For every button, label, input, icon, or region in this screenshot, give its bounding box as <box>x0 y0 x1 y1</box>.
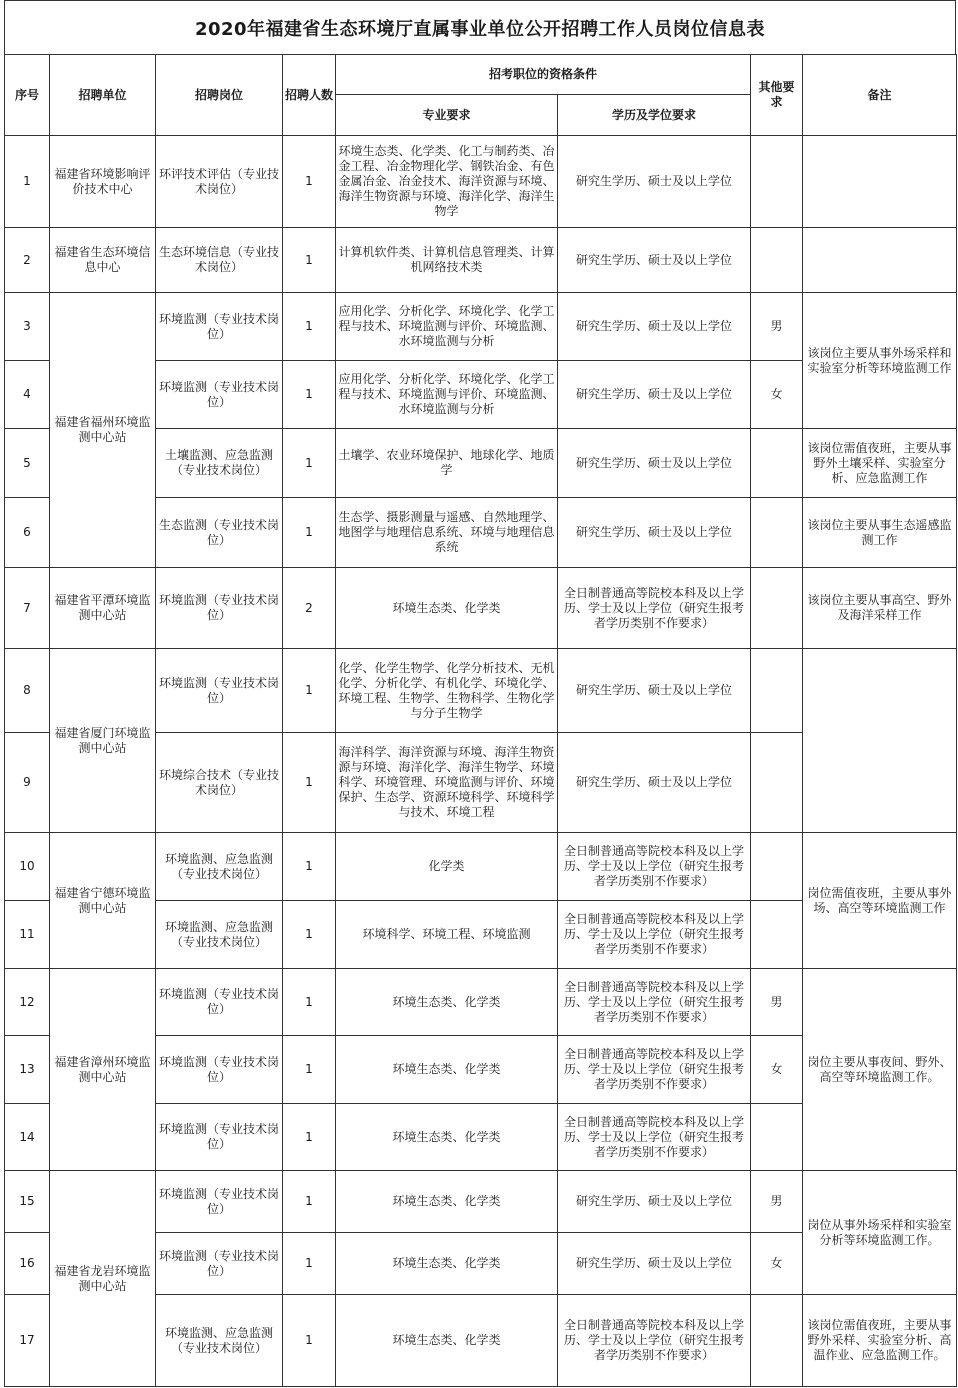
header-row <box>5 55 957 95</box>
cell-post: 生态环境信息（专业技术岗位） <box>156 228 283 293</box>
cell-count: 1 <box>283 136 336 228</box>
cell-no: 9 <box>5 733 50 833</box>
cell-major: 计算机软件类、计算机信息管理类、计算机网络技术类 <box>336 228 558 293</box>
cell-other <box>751 1104 803 1171</box>
cell-major: 环境生态类、化学类 <box>336 969 558 1036</box>
header-remark: 备注 <box>803 55 957 136</box>
cell-major: 环境生态类、化学类 <box>336 568 558 649</box>
header-post: 招聘岗位 <box>156 55 283 136</box>
cell-remark: 岗位需值夜班，主要从事外场、高空等环境监测工作 <box>803 833 957 969</box>
cell-unit: 福建省环境影响评价技术中心 <box>50 136 156 228</box>
cell-edu: 全日制普通高等院校本科及以上学历、学士及以上学位（研究生报考者学历类别不作要求） <box>558 969 751 1036</box>
cell-other <box>751 649 803 733</box>
header-qualifications: 招考职位的资格条件 <box>336 55 751 95</box>
cell-edu: 全日制普通高等院校本科及以上学历、学士及以上学位（研究生报考者学历类别不作要求） <box>558 1295 751 1387</box>
cell-count: 1 <box>283 733 336 833</box>
cell-edu: 研究生学历、硕士及以上学位 <box>558 228 751 293</box>
cell-post: 环境监测（专业技术岗位） <box>156 1104 283 1171</box>
cell-edu: 研究生学历、硕士及以上学位 <box>558 293 751 361</box>
cell-edu: 研究生学历、硕士及以上学位 <box>558 1171 751 1233</box>
cell-unit: 福建省漳州环境监测中心站 <box>50 969 156 1171</box>
cell-count: 1 <box>283 833 336 901</box>
table-row <box>5 1171 957 1233</box>
cell-count: 1 <box>283 361 336 429</box>
cell-remark: 该岗位主要从事外场采样和实验室分析等环境监测工作 <box>803 293 957 429</box>
cell-edu: 研究生学历、硕士及以上学位 <box>558 649 751 733</box>
cell-remark <box>803 228 957 293</box>
cell-no: 7 <box>5 568 50 649</box>
cell-major: 化学类 <box>336 833 558 901</box>
cell-major: 化学、化学生物学、化学分析技术、无机化学、分析化学、有机化学、环境化学、环境工程、生物学、生物科学、生物化学与分子生物学 <box>336 649 558 733</box>
cell-other <box>751 833 803 901</box>
header-other: 其他要求 <box>751 55 803 136</box>
cell-major: 环境生态类、化学类 <box>336 1171 558 1233</box>
cell-other <box>751 498 803 568</box>
cell-major: 环境生态类、化学类 <box>336 1036 558 1104</box>
table-row <box>5 649 957 733</box>
cell-count: 1 <box>283 1036 336 1104</box>
table-row <box>5 293 957 361</box>
cell-post: 环境监测（专业技术岗位） <box>156 568 283 649</box>
cell-count: 1 <box>283 1295 336 1387</box>
table-row <box>5 969 957 1036</box>
cell-edu: 研究生学历、硕士及以上学位 <box>558 361 751 429</box>
cell-post: 环境监测（专业技术岗位） <box>156 361 283 429</box>
cell-no: 13 <box>5 1036 50 1104</box>
header-edu: 学历及学位要求 <box>558 95 751 136</box>
cell-remark: 该岗位需值夜班，主要从事野外采样、实验室分析、高温作业、应急监测工作。 <box>803 1295 957 1387</box>
cell-no: 14 <box>5 1104 50 1171</box>
cell-other <box>751 429 803 498</box>
cell-other: 男 <box>751 1171 803 1233</box>
cell-post: 环评技术评估（专业技术岗位） <box>156 136 283 228</box>
cell-post: 环境监测（专业技术岗位） <box>156 1171 283 1233</box>
cell-edu: 全日制普通高等院校本科及以上学历、学士及以上学位（研究生报考者学历类别不作要求） <box>558 1036 751 1104</box>
cell-no: 17 <box>5 1295 50 1387</box>
cell-no: 3 <box>5 293 50 361</box>
cell-edu: 研究生学历、硕士及以上学位 <box>558 1233 751 1295</box>
cell-remark <box>803 136 957 228</box>
cell-count: 1 <box>283 228 336 293</box>
cell-count: 1 <box>283 1233 336 1295</box>
cell-other <box>751 901 803 969</box>
table-row <box>5 833 957 901</box>
cell-major: 生态学、摄影测量与遥感、自然地理学、地图学与地理信息系统、环境与地理信息系统 <box>336 498 558 568</box>
cell-edu: 研究生学历、硕士及以上学位 <box>558 429 751 498</box>
cell-other <box>751 228 803 293</box>
cell-unit: 福建省龙岩环境监测中心站 <box>50 1171 156 1387</box>
cell-edu: 全日制普通高等院校本科及以上学历、学士及以上学位（研究生报考者学历类别不作要求） <box>558 568 751 649</box>
cell-post: 生态监测（专业技术岗位） <box>156 498 283 568</box>
cell-count: 1 <box>283 1171 336 1233</box>
cell-no: 10 <box>5 833 50 901</box>
cell-major: 环境生态类、化学类、化工与制药类、冶金工程、冶金物理化学、钢铁冶金、有色金属冶金、冶金技术、海洋资源与环境、海洋生物资源与环境、海洋化学、海洋生物学 <box>336 136 558 228</box>
cell-post: 环境监测（专业技术岗位） <box>156 649 283 733</box>
cell-post: 环境监测（专业技术岗位） <box>156 293 283 361</box>
cell-edu: 全日制普通高等院校本科及以上学历、学士及以上学位（研究生报考者学历类别不作要求） <box>558 901 751 969</box>
cell-count: 1 <box>283 429 336 498</box>
cell-no: 2 <box>5 228 50 293</box>
cell-edu: 全日制普通高等院校本科及以上学历、学士及以上学位（研究生报考者学历类别不作要求） <box>558 833 751 901</box>
cell-other <box>751 568 803 649</box>
cell-count: 1 <box>283 901 336 969</box>
cell-count: 2 <box>283 568 336 649</box>
cell-major: 环境生态类、化学类 <box>336 1233 558 1295</box>
cell-remark: 岗位从事外场采样和实验室分析等环境监测工作。 <box>803 1171 957 1295</box>
cell-remark: 该岗位主要从事高空、野外及海洋采样工作 <box>803 568 957 649</box>
cell-major: 土壤学、农业环境保护、地球化学、地质学 <box>336 429 558 498</box>
cell-count: 1 <box>283 1104 336 1171</box>
cell-no: 15 <box>5 1171 50 1233</box>
cell-other <box>751 136 803 228</box>
cell-post: 环境监测、应急监测（专业技术岗位） <box>156 833 283 901</box>
cell-major: 环境生态类、化学类 <box>336 1295 558 1387</box>
cell-edu: 研究生学历、硕士及以上学位 <box>558 498 751 568</box>
cell-no: 11 <box>5 901 50 969</box>
cell-remark <box>803 649 957 833</box>
cell-other: 女 <box>751 1036 803 1104</box>
cell-unit: 福建省生态环境信息中心 <box>50 228 156 293</box>
cell-unit: 福建省厦门环境监测中心站 <box>50 649 156 833</box>
cell-post: 环境综合技术（专业技术岗位） <box>156 733 283 833</box>
cell-major: 应用化学、分析化学、环境化学、化学工程与技术、环境监测与评价、环境监测、水环境监测与分析 <box>336 293 558 361</box>
cell-post: 环境监测（专业技术岗位） <box>156 969 283 1036</box>
header-no: 序号 <box>5 55 50 136</box>
cell-unit: 福建省宁德环境监测中心站 <box>50 833 156 969</box>
cell-no: 4 <box>5 361 50 429</box>
cell-major: 海洋科学、海洋资源与环境、海洋生物资源与环境、海洋化学、海洋生物学、环境科学、环境管理、环境监测与评价、环境保护、生态学、资源环境科学、环境科学与技术、环境工程 <box>336 733 558 833</box>
cell-edu: 全日制普通高等院校本科及以上学历、学士及以上学位（研究生报考者学历类别不作要求） <box>558 1104 751 1171</box>
table-title: 2020年福建省生态环境厅直属事业单位公开招聘工作人员岗位信息表 <box>4 0 956 54</box>
cell-remark: 岗位主要从事夜间、野外、高空等环境监测工作。 <box>803 969 957 1171</box>
table-row <box>5 136 957 228</box>
cell-remark: 该岗位需值夜班，主要从事野外土壤采样、实验室分析、应急监测工作 <box>803 429 957 498</box>
cell-no: 5 <box>5 429 50 498</box>
header-count: 招聘人数 <box>283 55 336 136</box>
cell-major: 环境生态类、化学类 <box>336 1104 558 1171</box>
cell-count: 1 <box>283 498 336 568</box>
cell-post: 环境监测（专业技术岗位） <box>156 1233 283 1295</box>
cell-unit: 福建省福州环境监测中心站 <box>50 293 156 568</box>
cell-post: 环境监测、应急监测（专业技术岗位） <box>156 901 283 969</box>
cell-count: 1 <box>283 969 336 1036</box>
cell-edu: 研究生学历、硕士及以上学位 <box>558 136 751 228</box>
table-row <box>5 568 957 649</box>
recruitment-table <box>4 54 957 1387</box>
cell-other: 男 <box>751 969 803 1036</box>
cell-other <box>751 1295 803 1387</box>
header-major: 专业要求 <box>336 95 558 136</box>
cell-other: 女 <box>751 361 803 429</box>
cell-edu: 研究生学历、硕士及以上学位 <box>558 733 751 833</box>
cell-no: 6 <box>5 498 50 568</box>
cell-no: 12 <box>5 969 50 1036</box>
cell-post: 土壤监测、应急监测（专业技术岗位） <box>156 429 283 498</box>
cell-remark: 该岗位主要从事生态遥感监测工作 <box>803 498 957 568</box>
header-unit: 招聘单位 <box>50 55 156 136</box>
cell-post: 环境监测（专业技术岗位） <box>156 1036 283 1104</box>
cell-count: 1 <box>283 649 336 733</box>
cell-post: 环境监测、应急监测（专业技术岗位） <box>156 1295 283 1387</box>
cell-no: 1 <box>5 136 50 228</box>
cell-other: 男 <box>751 293 803 361</box>
cell-no: 8 <box>5 649 50 733</box>
cell-no: 16 <box>5 1233 50 1295</box>
cell-major: 环境科学、环境工程、环境监测 <box>336 901 558 969</box>
cell-major: 应用化学、分析化学、环境化学、化学工程与技术、环境监测与评价、环境监测、水环境监测与分析 <box>336 361 558 429</box>
cell-other <box>751 733 803 833</box>
cell-unit: 福建省平潭环境监测中心站 <box>50 568 156 649</box>
table-row <box>5 228 957 293</box>
cell-count: 1 <box>283 293 336 361</box>
cell-other: 女 <box>751 1233 803 1295</box>
